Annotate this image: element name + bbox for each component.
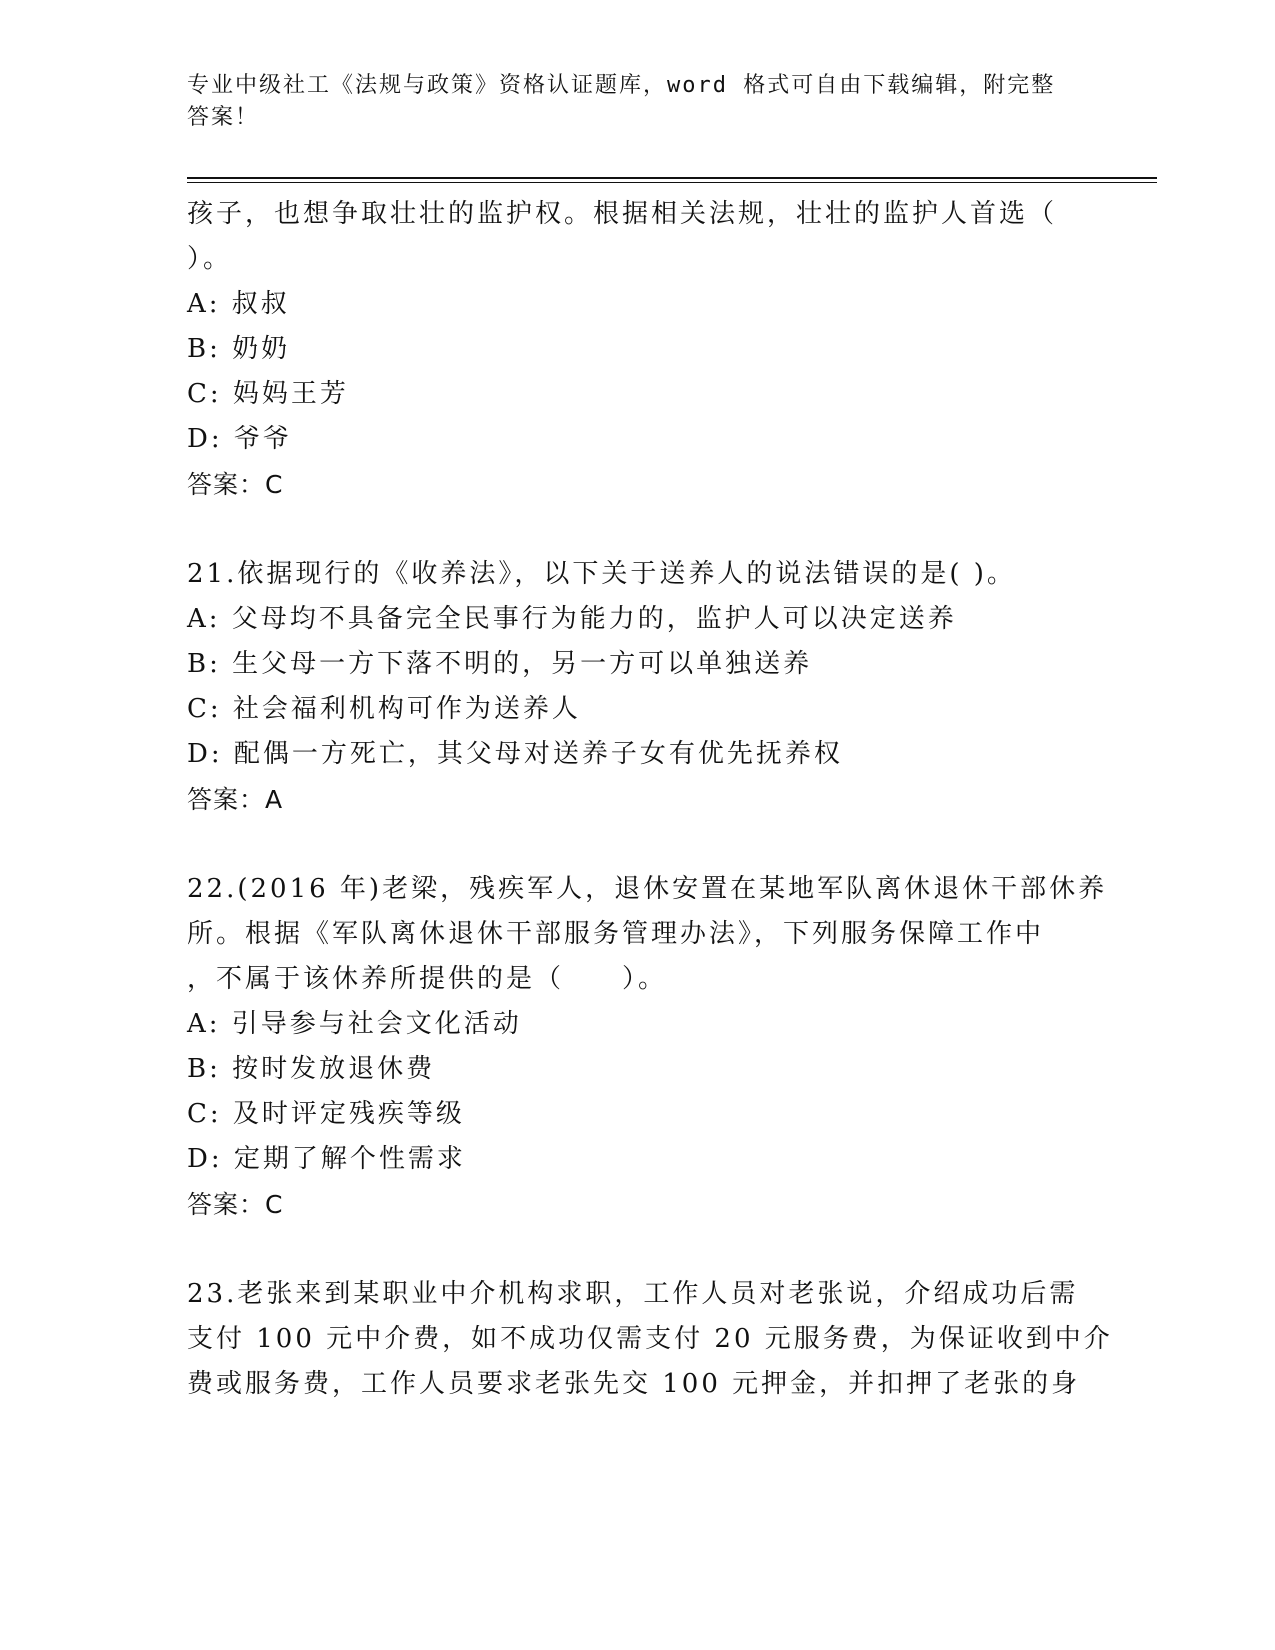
question-stem: ，不属于该休养所提供的是（ ）。	[187, 964, 668, 994]
option-b: B: 按时发放退休费	[187, 1054, 436, 1084]
option-c: C: 妈妈王芳	[187, 379, 349, 409]
header-rule-thick	[187, 177, 1157, 179]
question-stem: 孩子，也想争取壮壮的监护权。根据相关法规，壮壮的监护人首选（	[187, 199, 1058, 229]
question-20	[187, 192, 1087, 507]
option-c: C: 及时评定残疾等级	[187, 1099, 465, 1129]
question-list	[187, 192, 1113, 1407]
question-stem: ）。	[187, 244, 233, 274]
answer-line: 答案：C	[187, 1190, 284, 1219]
header-rule-thin	[187, 182, 1157, 183]
option-c: C: 社会福利机构可作为送养人	[187, 694, 581, 724]
header-line-1: 专业中级社工《法规与政策》资格认证题库，word 格式可自由下载编辑，附完整	[187, 73, 1056, 98]
question-stem: 所。根据《军队离休退休干部服务管理办法》，下列服务保障工作中	[187, 919, 1045, 949]
option-b: B: 奶奶	[187, 334, 291, 364]
answer-line: 答案：A	[187, 785, 284, 814]
option-b: B: 生父母一方下落不明的，另一方可以单独送养	[187, 649, 813, 679]
document-header	[187, 70, 1067, 134]
question-21	[187, 552, 1087, 822]
answer-line: 答案：C	[187, 470, 284, 499]
question-22	[187, 867, 1108, 1227]
question-stem: 费或服务费，工作人员要求老张先交 100 元押金，并扣押了老张的身	[187, 1369, 1081, 1399]
option-a: A: 引导参与社会文化活动	[187, 1009, 522, 1039]
option-d: D: 配偶一方死亡，其父母对送养子女有优先抚养权	[187, 739, 843, 769]
option-d: D: 定期了解个性需求	[187, 1144, 466, 1174]
question-stem: 22.(2016 年)老梁，残疾军人，退休安置在某地军队离休退休干部休养	[187, 874, 1108, 904]
header-line-2: 答案！	[187, 105, 260, 130]
question-23	[187, 1272, 1113, 1407]
option-d: D: 爷爷	[187, 424, 292, 454]
question-stem: 支付 100 元中介费，如不成功仅需支付 20 元服务费，为保证收到中介	[187, 1324, 1113, 1354]
question-stem: 21.依据现行的《收养法》，以下关于送养人的说法错误的是( )。	[187, 559, 1016, 589]
option-a: A: 父母均不具备完全民事行为能力的，监护人可以决定送养	[187, 604, 957, 634]
option-a: A: 叔叔	[187, 289, 290, 319]
question-stem: 23.老张来到某职业中介机构求职，工作人员对老张说，介绍成功后需	[187, 1279, 1079, 1309]
